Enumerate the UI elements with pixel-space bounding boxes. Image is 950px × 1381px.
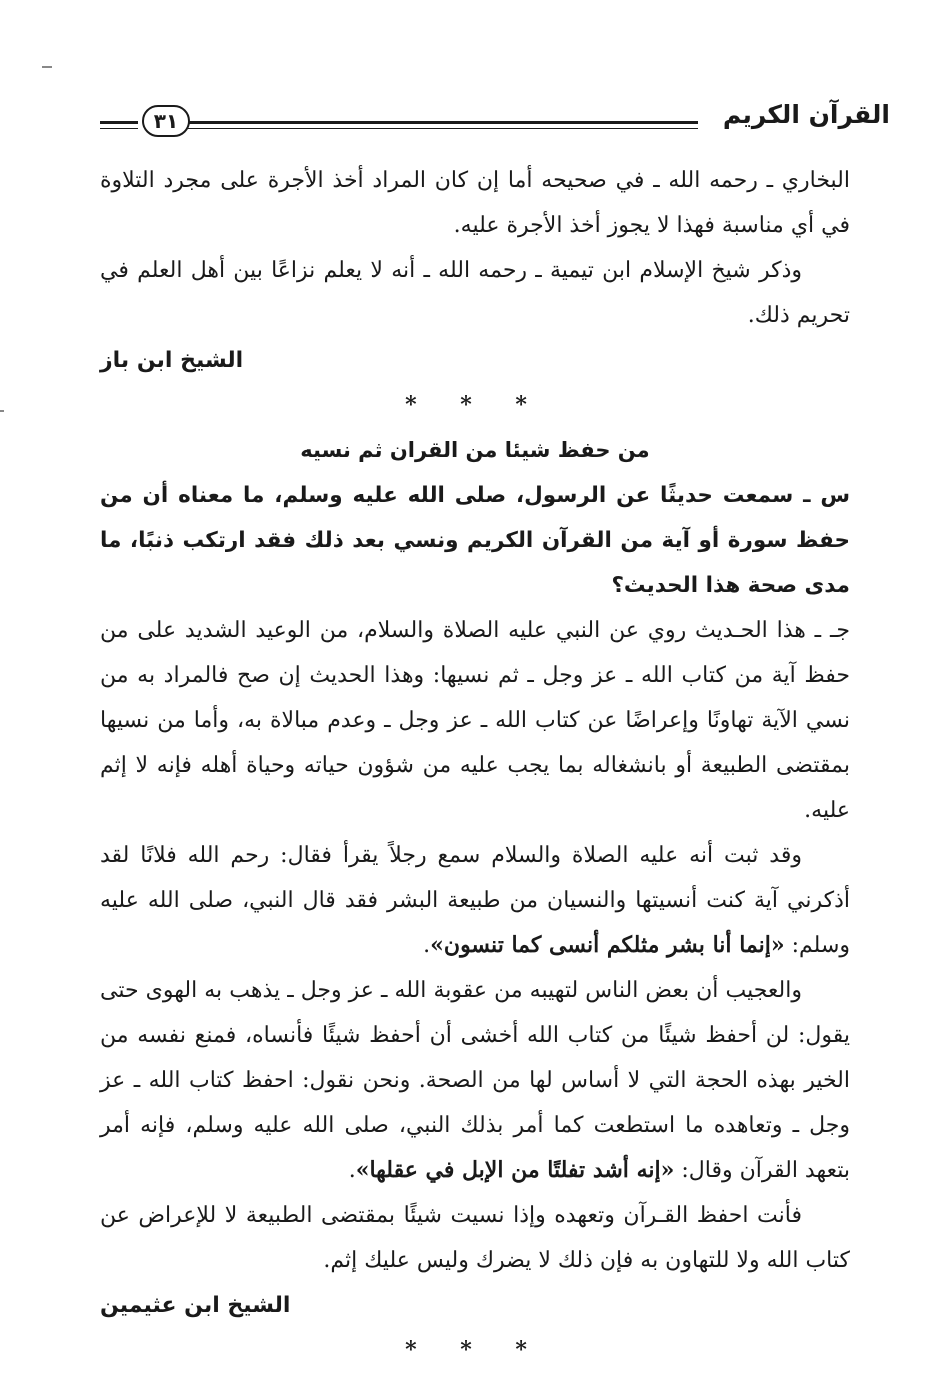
answer-paragraph: فأنت احفظ القـرآن وتعهده وإذا نسيت شيئًا بمقتضى الطبيعة لا للإعراض عن كتاب الله ولا للتهاون به فإن ذلك لا يضرك وليس عليك إثم. <box>100 1203 850 1273</box>
section-separator: * * * <box>405 1337 545 1363</box>
answer-paragraph: جـ ـ هذا الحـديث روي عن النبي عليه الصلاة والسلام، من الوعيد الشديد على من حفظ آية من كتاب الله ـ عز وجل ـ ثم نسيها: وهذا الحديث إن صح فالمراد به من نسي الآية تهاونًا وإعراضًا عن كتاب الله ـ عز وجل ـ وعدم مبالاة به، وأما من نسيها بمقتضى الطبيعة أو بانشغاله بما يجب عليه من شؤون حياته وحياة أهله فإنه لا إثم عليه. <box>100 618 851 823</box>
page-number: ٣١ <box>142 105 190 137</box>
scan-mark <box>0 410 4 412</box>
answer-paragraph <box>100 833 850 968</box>
paragraph-end: . <box>423 933 431 958</box>
paragraph-text: وقد ثبت أنه عليه الصلاة والسلام سمع رجلاً يقرأ فقال: رحم الله فلانًا لقد أذكرني آية كنت أنسيتها والنسيان من طبيعة البشر فقد قال النبي، صلى الله عليه وسلم: <box>100 843 850 958</box>
section-title: من حفظ شيئا من القران ثم نسيه <box>300 438 650 462</box>
paragraph: البخاري ـ رحمه الله ـ في صحيحه أما إن كان المراد أخذ الأجرة على مجرد التلاوة في أي مناسبة فهذا لا يجوز أخذ الأجرة عليه. <box>100 168 850 238</box>
page-header <box>100 100 890 140</box>
page-body <box>100 158 850 1373</box>
header-rule-short <box>100 121 138 129</box>
header-rule <box>188 121 698 129</box>
signature-ibn-baz: الشيخ ابن باز <box>100 348 244 373</box>
question: س ـ سمعت حديثًا عن الرسول، صلى الله عليه وسلم، ما معناه أن من حفظ سورة أو آية من القرآن الكريم ونسي بعد ذلك فقد ارتكب ذنبًا، ما مدى صحة هذا الحديث؟ <box>100 483 850 598</box>
hadith-quote: «إنه أشد تفلتًا من الإبل في عقلها» <box>355 1157 675 1183</box>
paragraph-text: والعجيب أن بعض الناس لتهيبه من عقوبة الله ـ عز وجل ـ يذهب به الهوى حتى يقول: لن أحفظ شيئًا من كتاب الله أخشى أن أحفظ شيئًا فأنساه، فمنع نفسه من الخير بهذه الحجة التي لا أساس لها من الصحة. ونحن نقول: احفظ كتاب الله ـ عز وجل ـ وتعاهده ما استطعت كما أمر بذلك النبي، صلى الله عليه وسلم، فإنه أمر بتعهد القرآن وقال: <box>100 978 850 1183</box>
signature-ibn-uthaymeen: الشيخ ابن عثيمين <box>100 1293 291 1318</box>
scan-mark <box>42 66 52 68</box>
paragraph: وذكر شيخ الإسلام ابن تيمية ـ رحمه الله ـ أنه لا يعلم نزاعًا بين أهل العلم في تحريم ذلك. <box>100 258 850 328</box>
answer-paragraph <box>100 968 850 1193</box>
section-separator: * * * <box>405 392 545 418</box>
running-title: القرآن الكريم <box>722 100 890 129</box>
hadith-quote: «إنما أنا بشر مثلكم أنسى كما تنسون» <box>430 932 785 958</box>
paragraph-end: . <box>348 1158 356 1183</box>
